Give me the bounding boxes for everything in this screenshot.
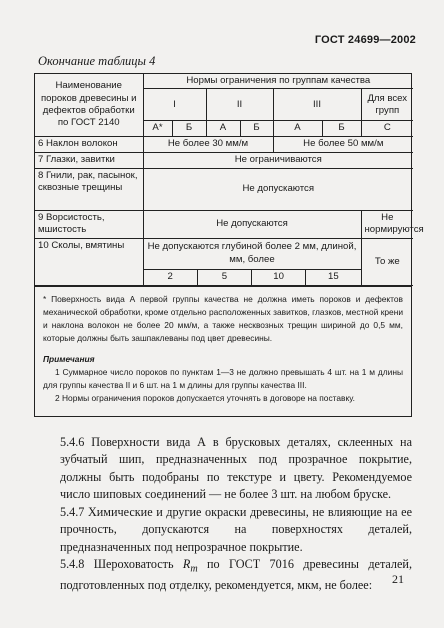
row-8-name: 8 Гнили, рак, пасынок, сквозные трещины [35, 168, 143, 210]
row-8-norm: Не допускаются [143, 168, 413, 210]
header-quality-norms: Нормы ограничения по группам качества [143, 74, 413, 89]
row-10-sub-2: 2 [144, 270, 198, 284]
footnote-asterisk: * Поверхность вида А первой группы качества не должна иметь пороков и дефектов механической обработки, кроме отдельно расположенных завитков, глазков, местной крени и наклона волокон не более 20 мм/м, а также несквозных трещин шириной до 0,5 мм, которые должны быть зашпаклеваны под цвет древесины. [43, 293, 403, 343]
row-7-norm: Не ограничиваются [143, 152, 413, 168]
row-10-norm-text: Не допускаются глубиной более 2 мм, длиной, мм, более [147, 241, 357, 265]
row-10-sub-10: 10 [252, 270, 306, 284]
row-6-norm-2: Не более 50 мм/м [273, 136, 413, 152]
subcol-2b: Б [240, 121, 273, 136]
page-number: 21 [392, 572, 404, 586]
row-9-name: 9 Ворсистость, мшистость [35, 210, 143, 238]
row-10-name: 10 Сколы, вмятины [35, 238, 143, 285]
row-9-norm-2: Не нормируются [361, 210, 413, 238]
note-1: 1 Суммарное число пороков по пунктам 1—3 не должно превышать 4 шт. на 1 м длины для группы качества II и 6 шт. на 1 м длины для группы качества III. [43, 366, 403, 390]
row-10-norm-2: То же [361, 238, 413, 285]
defects-table [34, 73, 424, 417]
paragraph-5-4-7: 5.4.7 Химические и другие окраски древесины, не влияющие на ее прочность, допускаются на поверхностях деталей, предназначенных под непрозрачное покрытие. [60, 504, 412, 554]
subcol-1a: А* [143, 121, 172, 136]
subcol-3b: Б [322, 121, 361, 136]
group-all-header: Для всех групп [361, 89, 413, 121]
paragraph-5-4-8 [60, 556, 412, 594]
paragraph-5-4-8-start: 5.4.8 Шероховатость [60, 557, 183, 572]
subcol-3a: А [273, 121, 322, 136]
subcol-2a: А [206, 121, 240, 136]
group-3-header: III [273, 89, 361, 121]
note-2: 2 Нормы ограничения пороков допускается уточнять в договоре на поставку. [55, 392, 355, 403]
paragraph-5-4-8-end: по ГОСТ 7016 древесины деталей, подготовленных под отделку, рекомендуется, мкм, не более: [60, 557, 412, 593]
roughness-symbol: $R_m$ [182, 557, 198, 575]
row-6-norm-1: Не более 30 мм/м [143, 136, 273, 152]
row-10-sub-15: 15 [328, 271, 339, 283]
subcol-1b: Б [172, 121, 206, 136]
row-9-norm-1: Не допускаются [143, 210, 361, 238]
row-6-name: 6 Наклон волокон [35, 136, 143, 152]
row-7-name: 7 Глазки, завитки [35, 152, 143, 168]
body-text [60, 434, 412, 594]
row-10-norm-1 [143, 238, 361, 285]
notes-title: Примечания [43, 353, 95, 364]
defects-grid [35, 74, 424, 286]
group-2-header: II [206, 89, 273, 121]
table-footnotes [35, 286, 411, 405]
row-10-sub-5: 5 [198, 270, 252, 284]
table-caption: Окончание таблицы 4 [38, 54, 156, 68]
paragraph-5-4-6: 5.4.6 Поверхности вида А в брусковых деталях, склеенных на зубчатый шип, предназначенных под прозрачное покрытие, должны быть подобраны по текстуре и цвету. Рекомендуемое число шиповых соединений — не более 3 шт. на любом бруске. [60, 435, 412, 502]
row-10-sub-values [144, 269, 361, 284]
header-defect-name: Наименование пороков древесины и дефектов обработки по ГОСТ 2140 [35, 74, 143, 136]
subcol-c: С [361, 121, 413, 136]
group-1-header: I [143, 89, 206, 121]
standard-header: ГОСТ 24699—2002 [314, 34, 416, 46]
